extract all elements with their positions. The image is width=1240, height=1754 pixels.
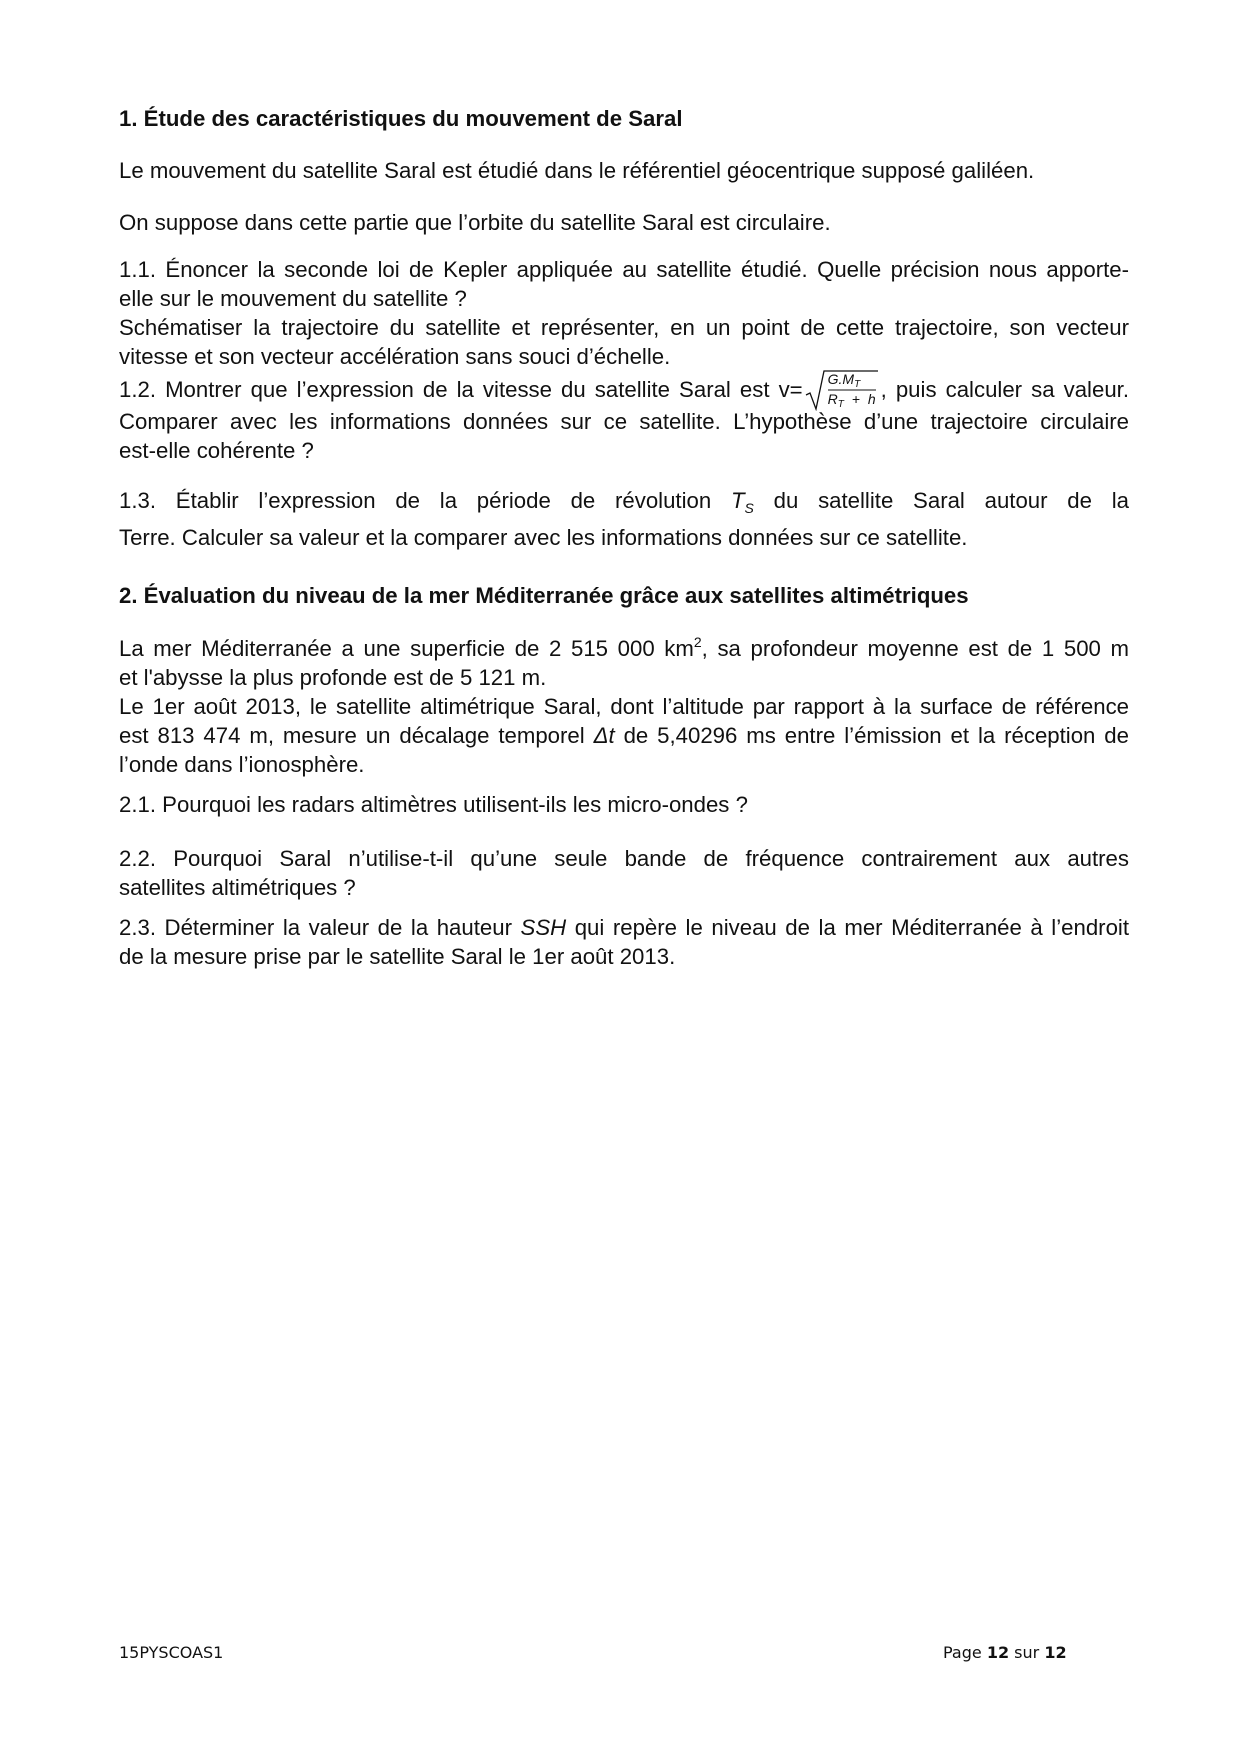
- paragraph-2-line-1: Le 1er août 2013, le satellite altimétrique Saral, dont l’altitude par rapport à la surface de référence: [119, 694, 1129, 719]
- paragraph-1-line-1: La mer Méditerranée a une superficie de 2 515 000 $km^2$, sa profondeur moyenne est de 1 500 m: [119, 633, 1129, 661]
- question-2-3-line-1: 2.3. Déterminer la valeur de la hauteur SSH qui repère le niveau de la mer Méditerranée à l’endroit: [119, 915, 1129, 940]
- paragraph-1-line-2: et l'abysse la plus profonde est de 5 121 m.: [119, 665, 547, 690]
- question-1-1-line-3: Schématiser la trajectoire du satellite et représenter, en un point de cette trajectoire, son vecteur: [119, 315, 1129, 340]
- question-1-2-text-after: , puis calculer sa valeur.: [880, 377, 1129, 402]
- question-1-1-line-2: elle sur le mouvement du satellite ?: [119, 286, 467, 311]
- formula-numerator: $G.M_T$: [827, 371, 861, 390]
- paragraph-2-line-3: l’onde dans l’ionosphère.: [119, 752, 365, 777]
- formula-denominator: $R_T + h$: [827, 391, 876, 410]
- question-1-3-line-2: Terre. Calculer sa valeur et la comparer avec les informations données sur ce satellite.: [119, 525, 968, 550]
- question-1-1: [119, 255, 1129, 371]
- section-1-title: 1. Étude des caractéristiques du mouvement de Saral: [119, 106, 683, 131]
- question-2-2-line-2: satellites altimétriques ?: [119, 875, 356, 900]
- section-1-intro-1: Le mouvement du satellite Saral est étudié dans le référentiel géocentrique supposé galiléen.: [119, 158, 1035, 183]
- paragraph-2-line-2: est 813 474 m, mesure un décalage temporel Δt de 5,40296 ms entre l’émission et la réception de: [119, 723, 1129, 748]
- section-2-title: 2. Évaluation du niveau de la mer Méditerranée grâce aux satellites altimétriques: [119, 583, 969, 608]
- question-2-3-line-2: de la mesure prise par le satellite Saral le 1er août 2013.: [119, 944, 676, 969]
- question-1-3-line-1: 1.3. Établir l’expression de la période de révolution $T_S$ du satellite Saral autour de la: [119, 488, 1129, 516]
- section-2-paragraph-1: [119, 634, 1129, 779]
- question-2-2-line-1: 2.2. Pourquoi Saral n’utilise-t-il qu’une seule bande de fréquence contrairement aux autres: [119, 846, 1129, 871]
- question-1-2-line-2: Comparer avec les informations données sur ce satellite. L’hypothèse d’une trajectoire circulaire: [119, 409, 1129, 434]
- question-2-2: [119, 844, 1129, 902]
- question-2-3: [119, 913, 1129, 971]
- question-2-1: 2.1. Pourquoi les radars altimètres utilisent-ils les micro-ondes ?: [119, 792, 748, 817]
- footer-code: 15PYSCOAS1: [119, 1643, 224, 1662]
- footer-page-number: Page 12 sur 12: [943, 1643, 1067, 1662]
- question-1-3: [119, 486, 1129, 552]
- question-1-1-line-4: vitesse et son vecteur accélération sans souci d’échelle.: [119, 344, 671, 369]
- question-1-2-line-1: [119, 369, 1129, 411]
- period-variable: $T_S$: [730, 488, 754, 516]
- question-1-2-continued: [119, 407, 1129, 465]
- question-1-1-line-1: 1.1. Énoncer la seconde loi de Kepler appliquée au satellite étudié. Quelle précision nous apporte-: [119, 257, 1129, 282]
- question-1-2-line-3: est-elle cohérente ?: [119, 438, 314, 463]
- section-1-intro-2: On suppose dans cette partie que l’orbite du satellite Saral est circulaire.: [119, 210, 831, 235]
- velocity-formula: [804, 369, 880, 411]
- question-1-2-text-before: 1.2. Montrer que l’expression de la vitesse du satellite Saral est v=: [119, 377, 803, 402]
- question-1-2: [119, 369, 1129, 411]
